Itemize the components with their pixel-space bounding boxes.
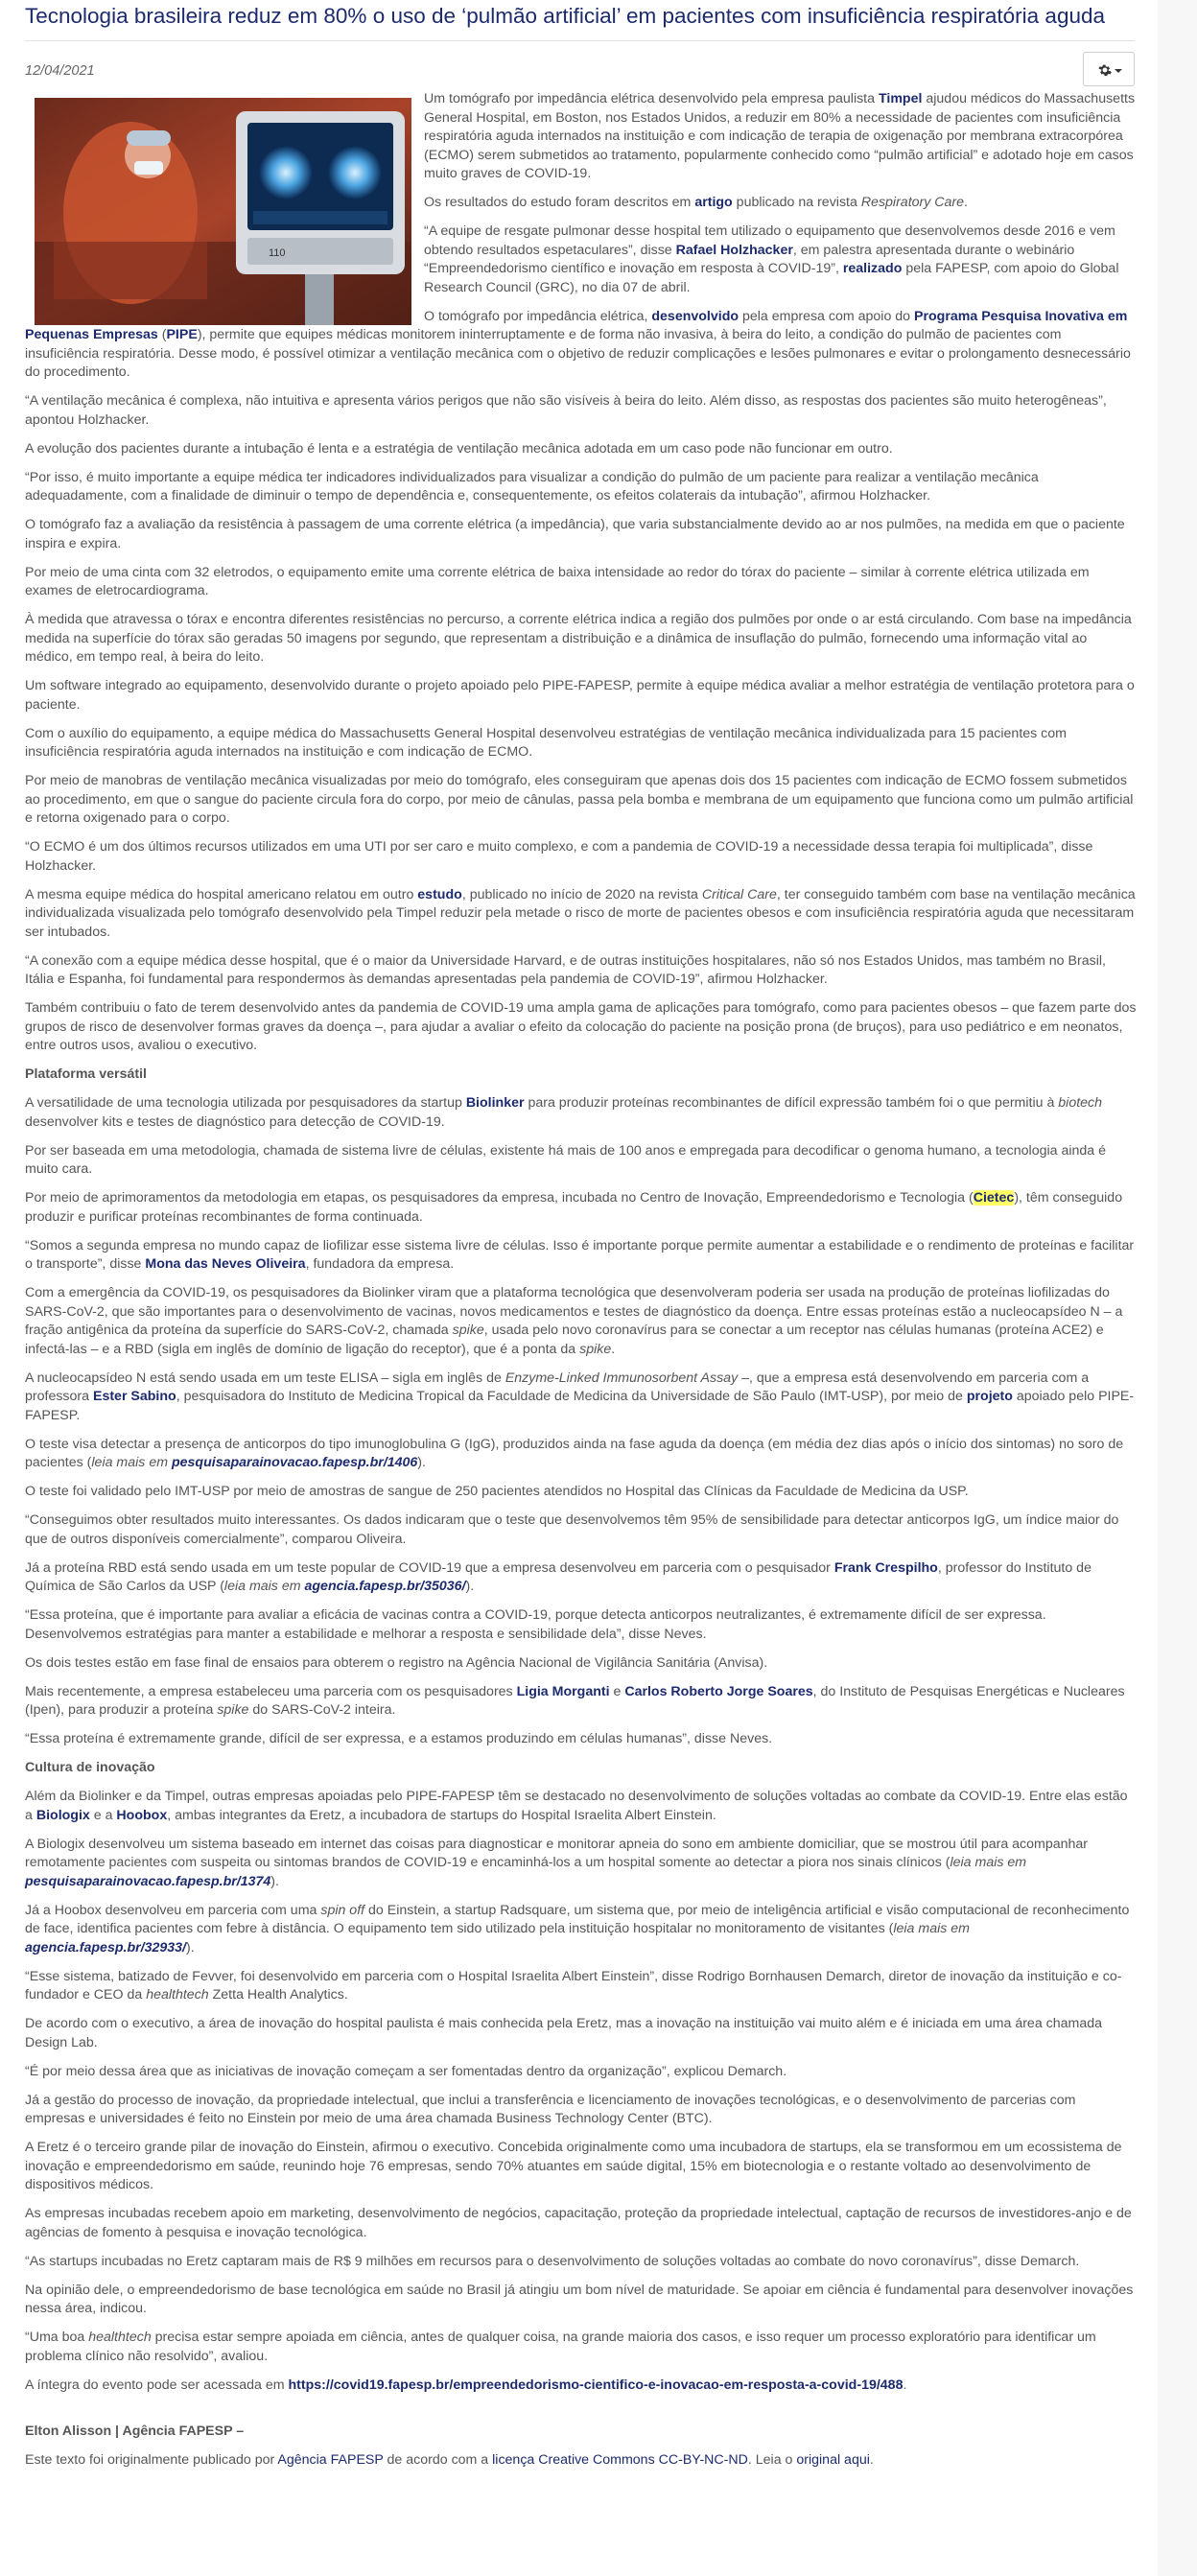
link-pesquisaparainovacao-1374[interactable]: pesquisaparainovacao.fapesp.br/1374	[25, 1873, 271, 1889]
link-agencia-32933[interactable]: agencia.fapesp.br/32933/	[25, 1939, 186, 1955]
paragraph: Por meio de manobras de ventilação mecânica visualizadas por meio do tomógrafo, eles conseguiram que apenas dois dos 15 pacientes com indicação de ECMO fossem submetidos ao procedimento, em que o sangue do paciente circula fora do corpo, por meio de cânulas, passa pela bomba e membrana de um equipamento que funciona como um pulmão artificial e retorna oxigenado para o corpo.	[25, 773, 1134, 826]
link-biologix[interactable]: Biologix	[35, 1807, 90, 1823]
link-agencia-fapesp[interactable]: Agência FAPESP	[277, 2451, 384, 2468]
paragraph: “Essa proteína é extremamente grande, difícil de ser expressa, e a estamos produzindo em células humanas”, disse Neves.	[25, 1731, 773, 1746]
paragraph: Já a Hoobox desenvolveu em parceria com uma spin off do Einstein, a startup Radsquare, um sistema que, por meio de inteligência artificial e visão computacional de reconhecimento de face, identifica pacientes com febre à distância. O equipamento tem sido utilizado pela instituição hospitalar no monitoramento de visitantes (leia mais em agencia.fapesp.br/32933/).	[25, 1902, 1130, 1955]
link-rafael-holzhacker[interactable]: Rafael Holzhacker	[675, 242, 793, 258]
paragraph: A íntegra do evento pode ser acessada em https://covid19.fapesp.br/empreendedorismo-cientifico-e-inovacao-em-resposta-a-covid-19/488.	[25, 2377, 907, 2393]
gear-icon	[1098, 63, 1112, 77]
link-carlos-roberto-jorge-soares[interactable]: Carlos Roberto Jorge Soares	[624, 1683, 813, 1699]
paragraph: Mais recentemente, a empresa estabeleceu uma parceria com os pesquisadores Ligia Morganti e Carlos Roberto Jorge Soares, do Instituto de Pesquisas Energéticas e Nucleares (Ipen), para produzir a proteína spike do SARS-CoV-2 inteira.	[25, 1683, 1125, 1718]
paragraph: Já a gestão do processo de inovação, da propriedade intelectual, que inclui a transferência e licenciamento de inovações tecnológicas, e o desenvolvimento de parcerias com empresas e universidades é feito no Einstein por meio de uma área chamada Business Technology Center (BTC).	[25, 2092, 1076, 2126]
link-original[interactable]: original aqui	[796, 2451, 870, 2468]
paragraph: O teste foi validado pelo IMT-USP por meio de amostras de sangue de 250 pacientes atendidos no Hospital das Clínicas da Faculdade de Medicina da USP.	[25, 1484, 969, 1499]
link-mona-das-neves-oliveira[interactable]: Mona das Neves Oliveira	[145, 1256, 306, 1272]
section-heading: Cultura de inovação	[25, 1760, 155, 1775]
paragraph: “Por isso, é muito importante a equipe médica ter indicadores individualizados para visualizar a condição do pulmão de um paciente para realizar a ventilação mecânica adequadamente, com a finalidade de diminuir o tempo de dependência e, consequentemente, os efeitos colaterais da intubação”, afirmou Holzhacker.	[25, 469, 1039, 503]
paragraph: Já a proteína RBD está sendo usada em um teste popular de COVID-19 que a empresa desenvolveu em parceria com o pesquisador Frank Crespilho, professor do Instituto de Química de São Carlos da USP (leia mais em agencia.fapesp.br/35036/).	[25, 1559, 1091, 1594]
paragraph: Por meio de uma cinta com 32 eletrodos, o equipamento emite uma corrente elétrica de baixa intensidade ao redor do tórax do paciente – similar à corrente elétrica utilizada em exames de eletrocardiograma.	[25, 564, 1090, 598]
paragraph: Os dois testes estão em fase final de ensaios para obterem o registro na Agência Nacional de Vigilância Sanitária (Anvisa).	[25, 1654, 768, 1671]
link-frank-crespilho[interactable]: Frank Crespilho	[833, 1559, 938, 1576]
footer-note: Este texto foi originalmente publicado por Agência FAPESP de acordo com a licença Creative Commons CC-BY-NC-ND. Leia o original aqui.	[25, 2451, 874, 2468]
paragraph: Na opinião dele, o empreendedorismo de base tecnológica em saúde no Brasil já atingiu um bom nível de maturidade. Se apoiar em ciência é fundamental para desenvolver inovações nessa área, indicou.	[25, 2282, 1134, 2316]
paragraph: “É por meio dessa área que as iniciativas de inovação começam a ser fomentadas dentro da organização”, explicou Demarch.	[25, 2063, 787, 2079]
paragraph: “O ECMO é um dos últimos recursos utilizados em uma UTI por ser caro e muito complexo, e com a pandemia de COVID-19 a necessidade dessa terapia foi multiplicada”, disse Holzhacker.	[25, 839, 1093, 874]
paragraph: “Essa proteína, que é importante para avaliar a eficácia de vacinas contra a COVID-19, porque detecta anticorpos neutralizantes, é extremamente difícil de ser expressa. Desenvolvemos estratégias para manter a estabilidade e melhorar a resposta e sensibilidade dela”, disse Neves.	[25, 1607, 1046, 1642]
article-body	[25, 90, 1138, 2480]
paragraph: Por meio de aprimoramentos da metodologia em etapas, os pesquisadores da empresa, incubada no Centro de Inovação, Empreendedorismo e Tecnologia (Cietec), têm conseguido produzir e purificar proteínas recombinantes de forma continuada.	[25, 1190, 1123, 1225]
paragraph: O tomógrafo por impedância elétrica, desenvolvido pela empresa com apoio do Programa Pesquisa Inovativa em Pequenas Empresas (PIPE), permite que equipes médicas monitorem ininterruptamente e de forma não invasiva, à beira do leito, a condição do pulmão de pacientes com insuficiência respiratória. Desse modo, é possível otimizar a ventilação mecânica com o objetivo de reduzir complicações e lesões pulmonares e evitar o prolongamento desnecessário do procedimento.	[25, 308, 1131, 380]
link-estudo[interactable]: estudo	[417, 886, 462, 902]
paragraph: De acordo com o executivo, a área de inovação do hospital paulista é mais conhecida pela Eretz, mas a inovação na instituição vai muito além e é iniciada em uma área chamada Design Lab.	[25, 2016, 1103, 2050]
paragraph: Com o auxílio do equipamento, a equipe médica do Massachusetts General Hospital desenvolveu estratégias de ventilação mecânica individualizada para 15 pacientes com insuficiência respiratória aguda internados na instituição e com indicação de ECMO.	[25, 725, 1067, 760]
paragraph: “Esse sistema, batizado de Fevver, foi desenvolvido em parceria com o Hospital Israelita Albert Einstein”, disse Rodrigo Bornhausen Demarch, diretor de inovação da instituição e co-fundador e CEO da healthtech Zetta Health Analytics.	[25, 1968, 1122, 2002]
paragraph: À medida que atravessa o tórax e encontra diferentes resistências no percurso, a corrente elétrica indica a região dos pulmões por onde o ar está circulando. Com base na impedância medida na superfície do tórax são geradas 50 imagens por segundo, que representam a distribuição e a dinâmica de insuflação do pulmão, fornecendo uma informação vital ao médico, em tempo real, à beira do leito.	[25, 612, 1132, 665]
paragraph: “A conexão com a equipe médica desse hospital, que é o maior da Universidade Harvard, e de outras instituições hospitalares, não só nos Estados Unidos, mas também no Brasil, Itália e Espanha, foi fundamental para respondermos às demandas apresentadas pela pandemia de COVID-19”, afirmou Holzhacker.	[25, 952, 1106, 987]
paragraph: Além da Biolinker e da Timpel, outras empresas apoiadas pelo PIPE-FAPESP têm se destacado no desenvolvimento de soluções voltadas ao combate da COVID-19. Entre elas estão a Biologix e a Hoobox, ambas integrantes da Eretz, a incubadora de startups do Hospital Israelita Albert Einstein.	[25, 1789, 1128, 1823]
link-programa-pipe[interactable]: Programa Pesquisa Inovativa em Pequenas Empresas	[25, 308, 1128, 342]
link-ester-sabino[interactable]: Ester Sabino	[92, 1389, 176, 1404]
section-heading: Plataforma versátil	[25, 1066, 147, 1082]
paragraph: “A equipe de resgate pulmonar desse hospital tem utilizado o equipamento que desenvolvemos desde 2016 e vem obtendo resultados espetaculares”, disse Rafael Holzhacker, em palestra apresentada durante o webinário “Empreendedorismo científico e inovação em resposta à COVID-19”, realizado pela FAPESP, com apoio do Global Research Council (GRC), no dia 07 de abril.	[424, 223, 1119, 295]
link-ligia-morganti[interactable]: Ligia Morganti	[516, 1683, 610, 1699]
article-title: Tecnologia brasileira reduz em 80% o uso de ‘pulmão artificial’ em pacientes com insuficiência respiratória aguda	[25, 4, 1105, 28]
paragraph: “Somos a segunda empresa no mundo capaz de liofilizar esse sistema livre de células. Isso é importante porque permite aumentar a estabilidade e o rendimento de proteínas e facilitar o transporte”, disse Mona das Neves Oliveira, fundadora da empresa.	[25, 1237, 1135, 1272]
link-biolinker[interactable]: Biolinker	[465, 1095, 525, 1111]
paragraph: Com a emergência da COVID-19, os pesquisadores da Biolinker viram que a plataforma tecnológica que desenvolveram poderia ser usada na produção de proteínas liofilizadas do SARS-CoV-2, que são importantes para o desenvolvimento de vacinas, novos medicamentos e testes de diagnóstico da doença. Entre essas proteínas estão a nucleocapsídeo N – a fração antigênica da proteína da superfície do SARS-CoV-2, chamada spike, usada pelo novo coronavírus para se conectar a um receptor nas células humanas (proteína ACE2) e infectá-las – e a RBD (sigla em inglês de domínio de ligação do receptor), que é a ponta da spike.	[25, 1285, 1123, 1357]
link-pipe[interactable]: PIPE	[166, 327, 198, 342]
paragraph: Um software integrado ao equipamento, desenvolvido durante o projeto apoiado pelo PIPE-FAPESP, permite à equipe médica avaliar a melhor estratégia de ventilação protetora para o paciente.	[25, 678, 1135, 713]
article-tools-button[interactable]	[1083, 52, 1135, 86]
link-realizado[interactable]: realizado	[842, 261, 903, 276]
monitor-label: 110	[269, 247, 286, 259]
link-licenca-cc[interactable]: licença Creative Commons CC-BY-NC-ND	[492, 2451, 748, 2468]
title-divider	[25, 40, 1135, 41]
paragraph: “A ventilação mecânica é complexa, não intuitiva e apresenta vários perigos que não são visíveis à beira do leito. Além disso, as respostas dos pacientes são muito heterogêneas”, apontou Holzhacker.	[25, 393, 1107, 428]
paragraph: O tomógrafo faz a avaliação da resistência à passagem de uma corrente elétrica (a impedância), que varia substancialmente devido ao ar nos pulmões, na medida em que o paciente inspira e expira.	[25, 517, 1125, 551]
page-right-margin	[1158, 0, 1197, 2576]
link-artigo[interactable]: artigo	[694, 195, 733, 210]
link-timpel[interactable]: Timpel	[878, 91, 923, 106]
link-cietec[interactable]: Cietec	[973, 1190, 1015, 1206]
link-projeto[interactable]: projeto	[966, 1389, 1013, 1404]
link-agencia-35036[interactable]: agencia.fapesp.br/35036/	[304, 1579, 466, 1594]
paragraph: “Conseguimos obter resultados muito interessantes. Os dados indicaram que o teste que desenvolvemos têm 95% de sensibilidade para detectar anticorpos IgG, um índice maior do que de outros disponíveis comercialmente”, comparou Oliveira.	[25, 1512, 1119, 1547]
link-desenvolvido[interactable]: desenvolvido	[651, 308, 739, 324]
paragraph: A evolução dos pacientes durante a intubação é lenta e a estratégia de ventilação mecânica adotada em um caso pode não funcionar em outro.	[25, 440, 893, 457]
caret-down-icon	[1115, 69, 1122, 73]
link-pesquisaparainovacao-1406[interactable]: pesquisaparainovacao.fapesp.br/1406	[171, 1455, 418, 1470]
paragraph: Por ser baseada em uma metodologia, chamada de sistema livre de células, existente há mais de 100 anos e empregada para decodificar o genoma humano, a tecnologia ainda é muito cara.	[25, 1142, 1107, 1177]
paragraph: A versatilidade de uma tecnologia utilizada por pesquisadores da startup Biolinker para produzir proteínas recombinantes de difícil expressão também foi o que permitiu à biotech desenvolver kits e testes de diagnóstico para detecção de COVID-19.	[25, 1095, 1103, 1130]
paragraph: A mesma equipe médica do hospital americano relatou em outro estudo, publicado no início de 2020 na revista Critical Care, ter conseguido também com base na ventilação mecânica individualizada visualizada pelo tomógrafo desenvolvido pela Timpel reduzir pela metade o risco de morte de pacientes obesos e com insuficiência respiratória aguda que necessitaram ser intubados.	[25, 886, 1136, 940]
paragraph: “As startups incubadas no Eretz captaram mais de R$ 9 milhões em recursos para o desenvolvimento de soluções voltadas ao combate do novo coronavírus”, disse Demarch.	[25, 2253, 1080, 2269]
paragraph: A nucleocapsídeo N está sendo usada em um teste ELISA – sigla em inglês de Enzyme-Linked Immunosorbent Assay –, que a empresa está desenvolvendo em parceria com a professora Ester Sabino, pesquisadora do Instituto de Medicina Tropical da Faculdade de Medicina da Universidade de São Paulo (IMT-USP), por meio de projeto apoiado pelo PIPE-FAPESP.	[25, 1370, 1135, 1423]
paragraph: A Biologix desenvolveu um sistema baseado em internet das coisas para diagnosticar e monitorar apneia do sono em ambiente domiciliar, que se mostrou útil para acompanhar remotamente pacientes com suspeita ou sintomas brandos de COVID-19 e encaminhá-los a um hospital somente ao detectar a piora nos sinais clínicos (leia mais em pesquisaparainovacao.fapesp.br/1374).	[25, 1836, 1089, 1889]
paragraph: Os resultados do estudo foram descritos em artigo publicado na revista Respiratory Care.	[424, 195, 968, 210]
paragraph: As empresas incubadas recebem apoio em marketing, desenvolvimento de negócios, capacitação, proteção da propriedade intelectual, captação de recursos de investidores-anjo e de agências de fomento à pesquisa e inovação tecnológica.	[25, 2206, 1132, 2240]
link-hoobox[interactable]: Hoobox	[116, 1807, 168, 1823]
paragraph: Um tomógrafo por impedância elétrica desenvolvido pela empresa paulista Timpel ajudou médicos do Massachusetts General Hospital, em Boston, nos Estados Unidos, a reduzir em 80% a necessidade de pacientes com insuficiência respiratória aguda internados na instituição e com indicação de terapia de oxigenação por membrana extracorpórea (ECMO) serem submetidos ao tratamento, popularmente conhecido como “pulmão artificial” e adotado hoje em casos muito graves de COVID-19.	[424, 91, 1136, 181]
link-evento-covid19[interactable]: https://covid19.fapesp.br/empreendedorismo-cientifico-e-inovacao-em-resposta-a-covid-19/488	[288, 2377, 904, 2393]
author-line: Elton Alisson | Agência FAPESP –	[25, 2423, 245, 2439]
paragraph: A Eretz é o terceiro grande pilar de inovação do Einstein, afirmou o executivo. Concebida originalmente como uma incubadora de startups, ela se transformou em um ecossistema de inovação e empreendedorismo em saúde, reunindo hoje 76 empresas, sendo 70% atuantes em saúde digital, 15% em biotecnologia e o restante voltado ao desenvolvimento de dispositivos médicos.	[25, 2140, 1122, 2192]
paragraph: O teste visa detectar a presença de anticorpos do tipo imunoglobulina G (IgG), produzidos ainda na fase aguda da doença (em média dez dias após o início dos sintomas) no soro de pacientes (leia mais em pesquisaparainovacao.fapesp.br/1406).	[25, 1436, 1124, 1470]
paragraph: Também contribuiu o fato de terem desenvolvido antes da pandemia de COVID-19 uma ampla gama de aplicações para tomógrafo, como para pacientes obesos – que fazem parte dos grupos de risco de desenvolver formas graves da doença –, para ajudar a avaliar o efeito da colocação do paciente na posição prona (de bruços), para uso pediátrico e em neonatos, entre outros usos, avaliou o executivo.	[25, 1000, 1137, 1053]
paragraph: “Uma boa healthtech precisa estar sempre apoiada em ciência, antes de qualquer coisa, na grande maioria dos casos, e isso requer um processo exploratório para identificar um problema clínico não resolvido”, avaliou.	[25, 2330, 1096, 2364]
article-date: 12/04/2021	[25, 63, 95, 79]
